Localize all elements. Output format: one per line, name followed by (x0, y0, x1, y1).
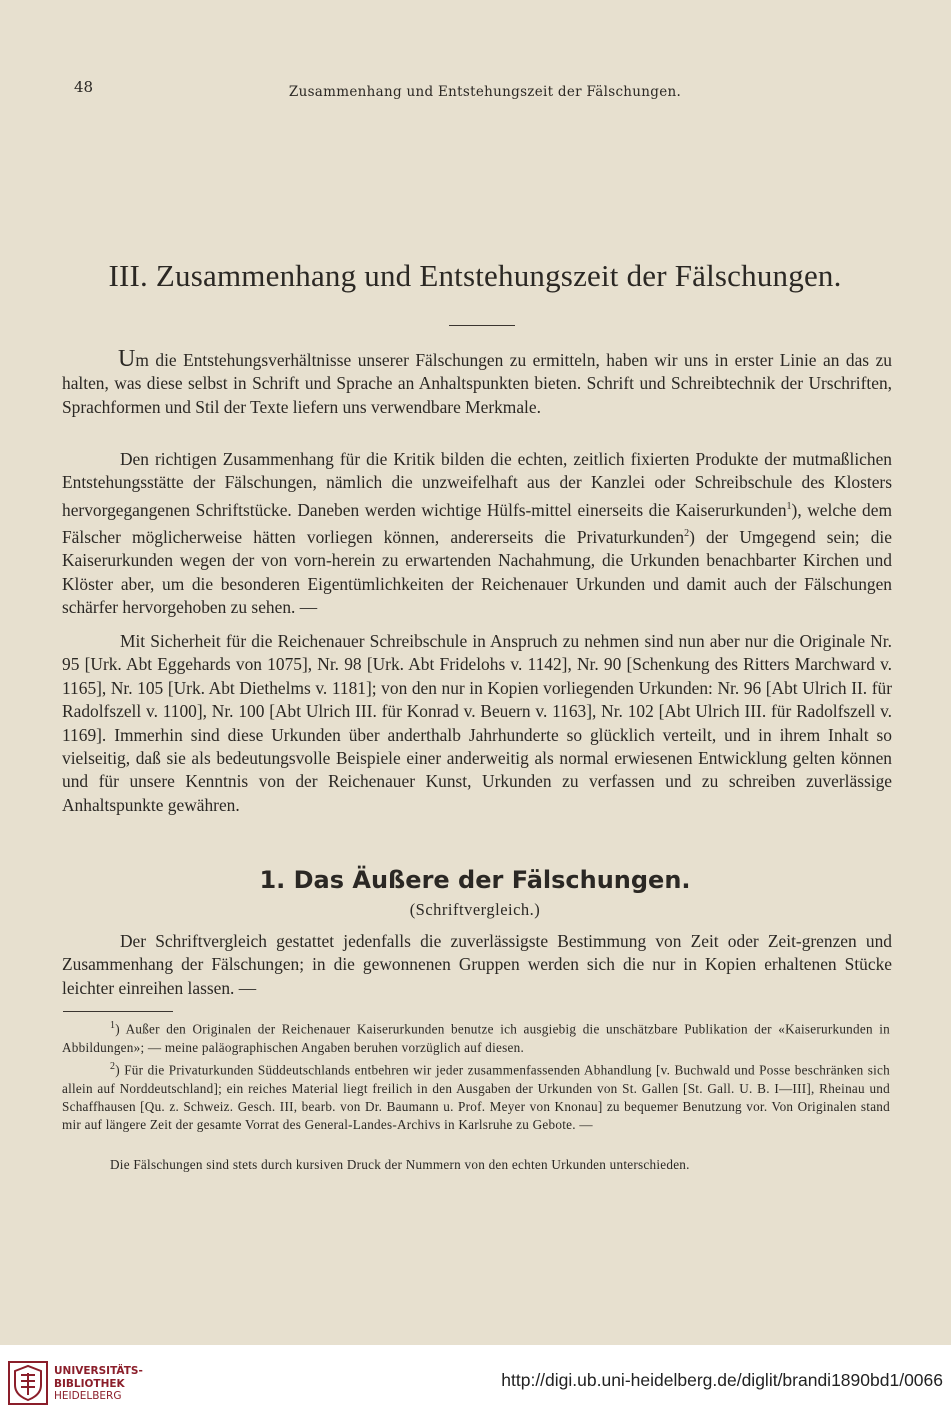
section-title: 1. Das Äußere der Fälschungen. (259, 866, 691, 894)
footnote-divider (63, 1011, 173, 1012)
paragraph-2-text-c: ) der Umgegend sein; die Kaiserurkunden wegen der von vorn-herein zu erwartenden Nachahmung, die Urkunden benachbarter Kirchen und Klöster aber, um die besonderen Eigentümlichkeiten der Reichenauer Urkunden und damit auch der Fälschungen schärfer hervorgehoben zu sehen. — (62, 526, 892, 618)
paragraph-3 (62, 630, 892, 817)
chapter-title: III. Zusammenhang und Entstehungszeit der Fälschungen. (108, 258, 842, 293)
footnote-1-text: ) Außer den Originalen der Reichenauer Kaiserurkunden benutze ich ausgiebig die unschätzbare Publikation der «Kaiserurkunden in Abbildungen»; — meine paläographischen Angaben beruhen vorzüglich auf diesen. (62, 1021, 890, 1055)
section-paragraph (62, 930, 892, 1000)
footnote-3 (62, 1156, 890, 1174)
paragraph-2-text-b: ), welche dem Fälscher möglicherweise hätten vorliegen können, andererseits die Privaturkunden (62, 499, 892, 547)
running-title: Zusammenhang und Entstehungszeit der Fälschungen. (288, 84, 682, 100)
footnote-ref-1: 1 (786, 500, 792, 512)
university-seal-icon (8, 1361, 48, 1405)
section-paragraph-text: Der Schriftvergleich gestattet jedenfalls die zuverlässigste Bestimmung von Zeit oder Zeit-grenzen und Zusammenhang der Fälschungen; in die gewonnenen Gruppen werden sich die nur in Kopien erhaltenen Stücke leichter einreihen lassen. — (62, 931, 892, 998)
initial-letter: U (118, 346, 136, 372)
paragraph-2 (62, 448, 892, 619)
paragraph-2-text-a: Den richtigen Zusammenhang für die Kritik bilden die echten, zeitlich fixierten Produkte der mutmaßlichen Entstehungsstätte der Fälschungen, nämlich die unzweifelhaft aus der Kanzlei oder Schreibschule des Klosters hervorgegangenen Schriftstücke. Daneben werden wichtige Hülfs-mittel einerseits die Kaiserurkunden (62, 449, 892, 520)
viewer-footer (0, 1345, 951, 1423)
paragraph-1-text: m die Entstehungsverhältnisse unserer Fälschungen zu ermitteln, haben wir uns in erster Linie an das zu halten, was diese selbst in Schrift und Sprache an Anhaltspunkten bieten. Schrift und Schreibtechnik der Urschriften, Sprachformen und Stil der Texte liefern uns verwendbare Merkmale. (62, 350, 892, 417)
footnote-1 (62, 1017, 890, 1057)
footnote-2 (62, 1058, 890, 1134)
footnote-2-mark: 2 (110, 1061, 116, 1072)
page-number: 48 (74, 78, 94, 96)
footnote-ref-2: 2 (684, 528, 690, 540)
library-logo[interactable] (54, 1365, 143, 1403)
logo-line-2: BIBLIOTHEK (54, 1377, 125, 1390)
title-divider (449, 325, 515, 326)
section-subtitle: (Schriftvergleich.) (409, 900, 541, 919)
footnote-3-text: Die Fälschungen sind stets durch kursiven Druck der Nummern von den echten Urkunden unterschieden. (110, 1157, 690, 1172)
permalink-url[interactable]: http://digi.ub.uni-heidelberg.de/diglit/brandi1890bd1/0066 (501, 1370, 943, 1390)
footnote-1-mark: 1 (110, 1020, 116, 1031)
paragraph-1 (62, 348, 892, 419)
logo-line-1: UNIVERSITÄTS- (54, 1365, 143, 1377)
footnote-2-text: ) Für die Privaturkunden Süddeutschlands entbehren wir jeder zusammenfassenden Abhandlung [v. Buchwald und Posse beschränken sich allein auf Norddeutschland]; ein reiches Material liegt freilich in den Ausgaben der Urkunden von St. Gallen [St. Gall. U. B. I—III], Rheinau und Schaffhausen [Qu. z. Schweiz. Gesch. III, bearb. von Dr. Baumann u. Prof. Meyer von Knonau] zu bequemer Benutzung vor. Von Originalen stand mir auf längere Zeit der gesamte Vorrat des General-Landes-Archivs in Karlsruhe zu Gebote. — (62, 1062, 890, 1132)
paragraph-3-text: Mit Sicherheit für die Reichenauer Schreibschule in Anspruch zu nehmen sind nun aber nur die Originale Nr. 95 [Urk. Abt Eggehards von 1075], Nr. 98 [Urk. Abt Fridelohs v. 1142], Nr. 90 [Schenkung des Ritters Marchward v. 1165], Nr. 105 [Urk. Abt Diethelms v. 1181]; von den nur in Kopien vorliegenden Urkunden: Nr. 96 [Abt Ulrich II. für Radolfszell v. 1100], Nr. 100 [Abt Ulrich III. für Konrad v. Beuern v. 1163], Nr. 102 [Abt Ulrich III. für Radolfszell v. 1169]. Immerhin sind diese Urkunden über anderthalb Jahrhunderte so glücklich verteilt, und in ihrem Inhalt so vielseitig, daß sie als bedeutungsvolle Beispiele einer anderweitig als normal erwiesenen Entwicklung gelten können und für unsere Kenntnis von der Reichenauer Kunst, Urkunden zu verfassen und zu schreiben zuverlässige Anhaltspunkte gewähren. (62, 631, 892, 815)
logo-line-3: HEIDELBERG (54, 1390, 122, 1402)
